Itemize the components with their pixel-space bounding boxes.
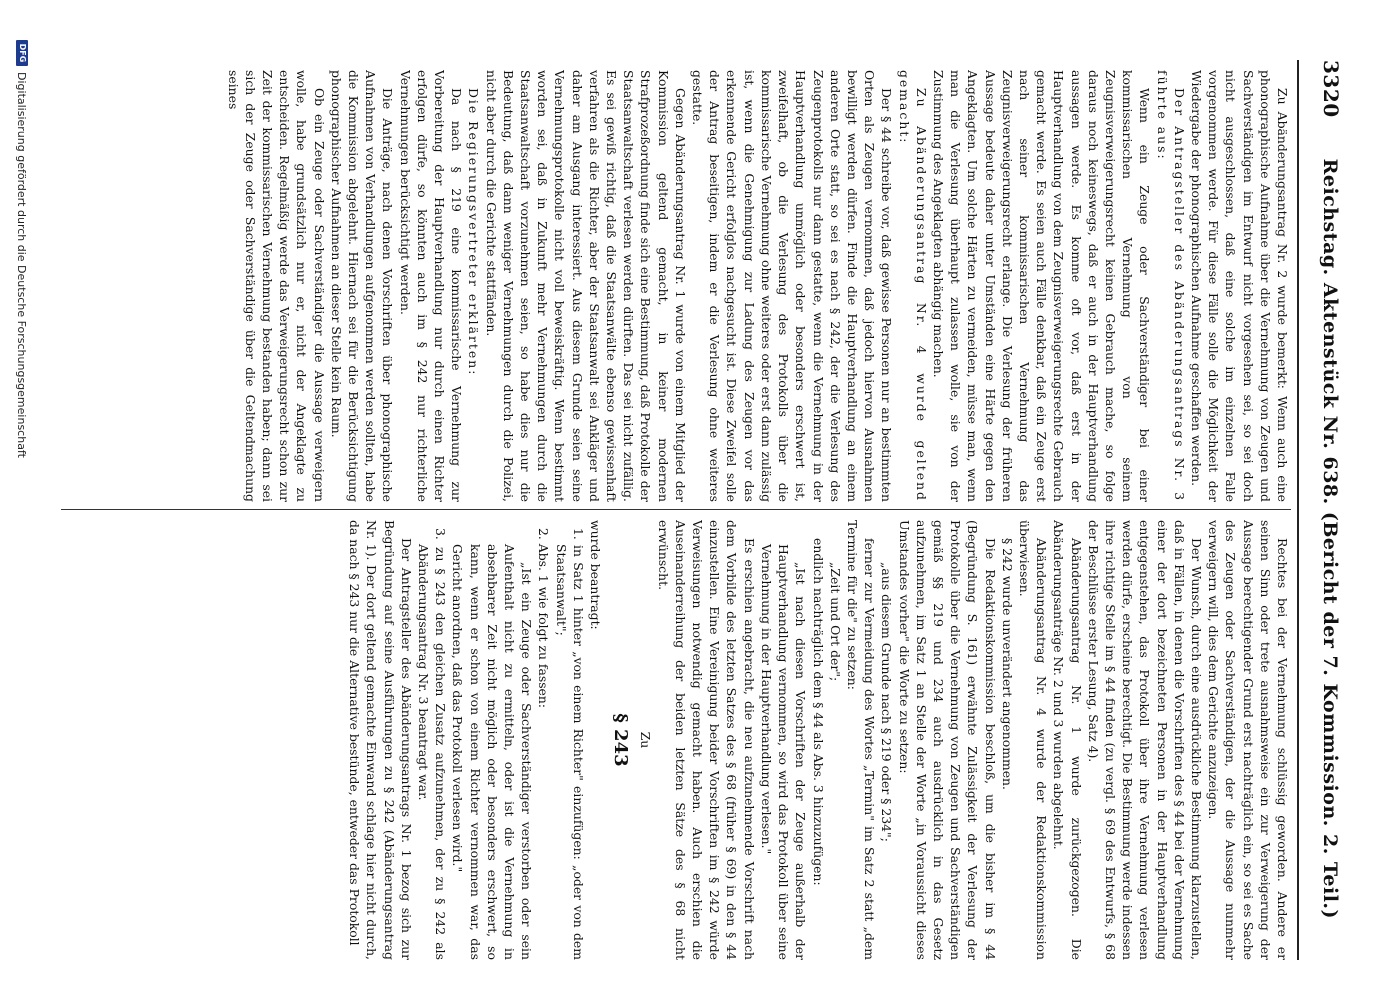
proposal-intro: wurde beantragt:: [588, 520, 604, 630]
page-footer: [14, 40, 30, 960]
page-title: Reichstag. Aktenstück Nr. 638. (Bericht der 7. Kommission. 2. Teil.): [1319, 158, 1341, 920]
item-text: zu § 243 den gleichen Zusatz aufzunehmen, der zu § 242 als Abänderungsantrag Nr. 3 beantragt war.: [416, 544, 449, 960]
paragraph: Der Antragsteller des Abänderungsantrags Nr. 3 führte aus:: [1154, 70, 1187, 502]
paragraph: „aus diesem Grunde nach § 219 oder § 234";: [879, 562, 895, 842]
column-divider: [61, 509, 1291, 510]
proposal-item-3: [415, 520, 449, 960]
paragraph: Da nach § 219 eine kommissarische Vernehmung zur Vorbereitung der Hauptverhandlung nur durch einen Richter erfolgen dürfe, so könnten auch im § 242 nur richterliche Vernehmungen berücksichtigt werden.: [397, 70, 465, 502]
page-header: [1303, 60, 1343, 960]
paragraph: Der Wunsch, durch eine ausdrückliche Bestimmung klarzustellen, daß in Fällen, in denen die Vorschriften des § 44 bei der Vernehmung einer der dort bezeichneten Personen in der Hauptverhandlung entgegenstehen, das Protokoll über ihre Vernehmung verlesen werden dürfe, erscheine berechtigt. Die Bestimmung werde indessen ihre richtige Stelle im § 44 finden (zu vergl. § 69 des Entwurfs, § 68 der Beschlüsse erster Lesung, Satz 4).: [1085, 520, 1204, 960]
paragraph: „Zeit und Ort der";: [827, 562, 843, 682]
item-number: 1.: [570, 528, 586, 540]
paragraph: Rechtes bei der Vernehmung schlüssig geworden. Andere er seinen Sinn oder trete ausnahmsweise ein zur Verweigerung der Aussage berechtigender Grund erst nachträglich ein, so sei es Sache des Zeugen oder Sachverständigen, der die Aussage nunmehr verweigern will, dies dem Gerichte anzuzeigen.: [1206, 520, 1290, 960]
left-column: [61, 70, 1291, 502]
paragraph: ferner zur Vermeidung des Wortes „Termin" im Satz 2 statt „dem Termine für die" zu setzen:: [844, 520, 878, 960]
right-paragraphs-after: [346, 520, 415, 960]
proposal-item: [535, 520, 552, 960]
section-heading: § 243: [610, 713, 632, 767]
paragraph: Der Antragsteller des Abänderungsantrags Nr. 1 bezog sich zur Begründung auf seine Ausführungen zu § 242 (Abänderungsantrag Nr. 1). Der dort geltend gemachte Einwand schlage hier nicht durch, da nach § 243 nur die Alternative bestünde, entweder das Protokoll: [347, 520, 414, 960]
proposal-items: [535, 520, 587, 960]
paragraph: Abänderungsantrag Nr. 4 wurde der Redaktionskommission überwiesen.: [1016, 520, 1050, 960]
item-text: in Satz 1 hinter „von einem Richter" einzufügen: „oder von dem Staatsanwalt";: [553, 544, 586, 960]
right-column: [61, 520, 1291, 960]
paragraph: Die Anträge, nach denen Vorschriften über phonographische Aufnahmen von Verhandlungen aufgenommen werden sollten, habe die Kommission abgelehnt. Hiernach sei für die Berücksichtigung phonographischer Aufnahmen an dieser Stelle kein Raum.: [328, 70, 396, 502]
page-number: 3320: [1319, 60, 1343, 118]
right-paragraphs-before: [654, 520, 1291, 960]
header-rule: [1297, 60, 1299, 960]
item-number: 3.: [433, 528, 449, 540]
paragraph: endlich nachträglich dem § 44 als Abs. 3 hinzuzufügen:: [810, 538, 826, 886]
item2-quote: „Ist ein Zeuge oder Sachverständiger verstorben oder sein Aufenthalt nicht zu ermitteln, oder ist die Vernehmung in absehbarer Zeit nicht möglich oder besonders erschwert, so kann, wenn er schon von einem Richter vernommen war, das Gericht anordnen, daß das Protokoll verlesen wird.": [450, 544, 535, 960]
paragraph: Gegen Abänderungsantrag Nr. 1 wurde von einem Mitglied der Kommission geltend gemacht, in keiner modernen Strafprozeßordnung finde sich eine Bestimmung, daß Protokolle der Staatsanwaltschaft verlesen werden dürften. Das sei nicht zufällig. Es sei gewiß richtig, daß die Staatsanwälte ebenso gewissenhaft verfahren als die Richter, aber der Staatsanwalt sei Ankläger und daher am Ausgang interessiert. Aus diesem Grunde seien seine Vernehmungsprotokolle nicht voll beweiskräftig. Wenn bestimmt worden sei, daß in Zukunft mehr Vernehmungen durch die Staatsanwaltschaft vorzunehmen seien, so habe dies nur die Bedeutung, daß dann weniger Vernehmungen durch die Polizei, nicht aber durch die Gerichte stattfänden.: [483, 70, 688, 502]
dfg-logo: DFG: [16, 40, 28, 66]
paragraph: Der § 44 schreibe vor, daß gewisse Personen nur an bestimmten Orten als Zeugen vernommen, daß jedoch hiervon Ausnahmen bewilligt werden dürfen. Finde die Hauptverhandlung an einem anderen Orte statt, so sei es nach § 242, der die Verlesung des Zeugenprotokolls nur dann gestatte, wenn die Vernehmung in der Hauptverhandlung unmöglich oder besonders erschwert ist, zweifelhaft, ob die Verlesung des Protokolls über die kommissarische Vernehmung ohne weiteres oder erst dann zulässig ist, wenn die Genehmigung zur Ladung des Zeugen vor das erkennende Gericht erfolglos nachgesucht ist. Diese Zweifel solle der Antrag beseitigen, indem er die Verlesung ohne weiteres gestatte.: [690, 70, 895, 502]
footer-credit: Digitalisierung gefördert durch die Deutsche Forschungsgemeinschaft: [15, 72, 29, 458]
paragraph: „Ist nach diesen Vorschriften der Zeuge außerhalb der Hauptverhandlung vernommen, so wird das Protokoll über seine Vernehmung in der Hauptverhandlung verlesen.": [758, 544, 809, 960]
paragraph: Wenn ein Zeuge oder Sachverständiger bei einer kommissarischen Vernehmung von seinem Zeugnisverweigerungsrecht keinen Gebrauch mache, so folge daraus noch keineswegs, daß er auch in der Hauptverhandlung aussagen werde. Es komme oft vor, daß erst in der Hauptverhandlung von dem Zeugnisverweigerungsrechte Gebrauch gemacht werde. Es seien auch Fälle denkbar, daß ein Zeuge erst nach seiner kommissarischen Vernehmung das Zeugnisverweigerungsrecht erlange. Die Verlesung der früheren Aussage bedeute daher unter Umständen eine Härte gegen den Angeklagten. Um solche Härten zu vermeiden, müsse man, wenn man die Verlesung überhaupt zulassen wolle, sie von der Zustimmung des Angeklagten abhängig machen.: [930, 70, 1153, 502]
paragraph: Zu Abänderungsantrag Nr. 2 wurde bemerkt: Wenn auch eine phonographische Aufnahme über die Vernehmung von Zeugen und Sachverständigen im Entwurf nicht vorgesehen sei, so sei doch nicht ausgeschlossen, daß eine solche im einzelnen Falle vorgenommen werde. Für diese Fälle solle die Möglichkeit der Wiedergabe der phonographischen Aufnahme geschaffen werden.: [1188, 70, 1290, 502]
paragraph: Die Redaktionskommission beschloß, um die bisher im § 44 (Begründung S. 161) erwähnte Zulässigkeit der Verlesung der Protokolle über die Vernehmung von Zeugen und Sachverständigen gemäß §§ 219 und 234 auch ausdrücklich in das Gesetz aufzunehmen, im Satz 1 an Stelle der Worte „in Voraussicht dieses Umstandes vorher" die Worte zu setzen:: [896, 520, 998, 960]
paragraph: § 242 wurde unverändert angenommen.: [999, 538, 1015, 790]
zu-heading: Zu: [638, 731, 654, 749]
paragraph: Die Regierungsvertreter erklärten:: [466, 88, 482, 377]
paragraph: Abänderungsantrag Nr. 1 wurde zurückgezogen. Die Abänderungsanträge Nr. 2 und 3 wurden abgelehnt.: [1051, 520, 1084, 960]
proposal-item: [552, 520, 586, 960]
item-number: 2.: [536, 528, 552, 540]
paragraph: Zu Abänderungsantrag Nr. 4 wurde geltend gemacht:: [896, 70, 929, 502]
paragraph: Es erschien angebracht, die neu aufzunehmende Vorschrift nach dem Vorbilde des letzten Satzes des § 68 (früher § 69) in den § 44 einzustellen. Eine Vereinigung beider Vorschriften im § 242 würde Verweisungen notwendig gemacht haben. Auch erschien die Auseinanderreihung der beiden letzten Sätze des § 68 nicht erwünscht.: [655, 520, 757, 960]
item-text: Abs. 1 wie folgt zu fassen:: [536, 543, 552, 709]
paragraph: Ob ein Zeuge oder Sachverständiger die Aussage verweigern wolle, habe grundsätzlich nur er, nicht der Angeklagte zu entscheiden. Regelmäßig werde das Verweigerungsrecht schon zur Zeit der kommissarischen Vernehmung bestanden haben; dann sei sich der Zeuge oder Sachverständige über die Geltendmachung seines: [225, 70, 327, 502]
